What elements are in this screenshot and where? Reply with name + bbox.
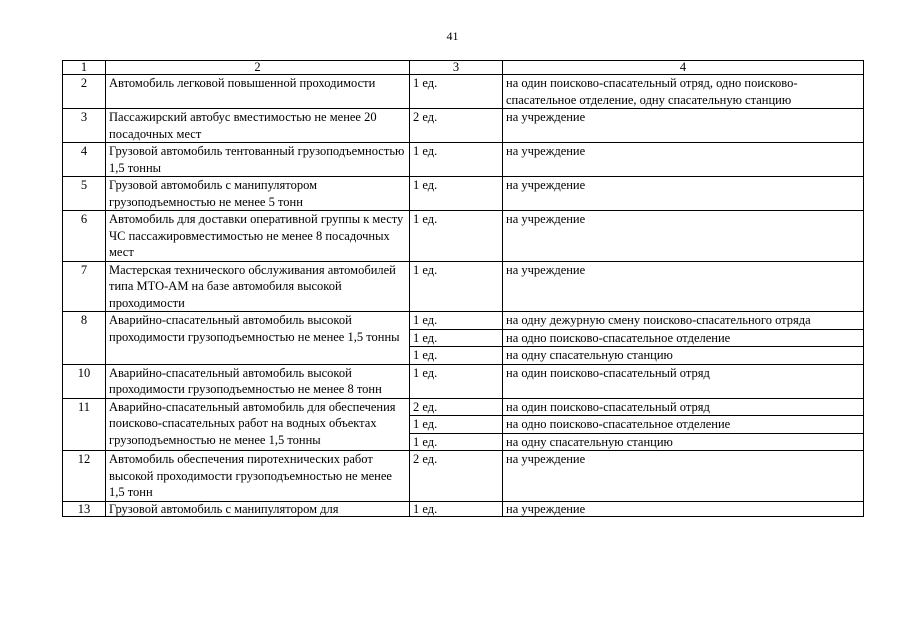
allocation-value: на учреждение: [506, 452, 586, 466]
quantity-cell: [410, 451, 503, 502]
row-number: 7: [63, 261, 106, 312]
equipment-name: Автомобиль обеспечения пиротехнических работ высокой проходимости грузоподъемностью не менее 1,5 тонн: [106, 451, 410, 502]
table-row: [63, 143, 864, 177]
allocation-cell: [503, 312, 864, 365]
table-row: [63, 312, 864, 365]
allocation-cell: [503, 177, 864, 211]
quantity-value: 1 ед.: [413, 348, 438, 362]
allocation-value: на одно поисково-спасательное отделение: [503, 330, 863, 348]
quantity-cell: [410, 398, 503, 451]
quantity-value: 2 ед.: [413, 110, 438, 124]
allocation-value: на одну дежурную смену поисково-спасательного отряда: [503, 312, 863, 330]
equipment-name: Аварийно-спасательный автомобиль высокой проходимости грузоподъемностью не менее 1,5 тонны: [106, 312, 410, 365]
equipment-table: [62, 60, 864, 517]
allocation-cell: [503, 398, 864, 451]
equipment-name: Грузовой автомобиль с манипулятором для: [106, 501, 410, 516]
allocation-cell: [503, 501, 864, 516]
row-number: 3: [63, 109, 106, 143]
quantity-value: 1 ед.: [413, 76, 438, 90]
quantity-cell: [410, 501, 503, 516]
row-number: 10: [63, 364, 106, 398]
quantity-value: 1 ед.: [413, 501, 438, 516]
row-number: 13: [63, 501, 106, 516]
table-row: [63, 261, 864, 312]
allocation-value: на одно поисково-спасательное отделение: [503, 416, 863, 434]
equipment-name: Пассажирский автобус вместимостью не менее 20 посадочных мест: [106, 109, 410, 143]
row-number: 12: [63, 451, 106, 502]
table-row: [63, 364, 864, 398]
allocation-cell: [503, 143, 864, 177]
table-row: [63, 451, 864, 502]
quantity-cell: [410, 143, 503, 177]
table-row: [63, 501, 864, 516]
table-row: [63, 109, 864, 143]
allocation-cell: [503, 211, 864, 262]
equipment-name: Автомобиль легковой повышенной проходимости: [106, 75, 410, 109]
column-header: 4: [503, 61, 864, 75]
allocation-value: на один поисково-спасательный отряд: [506, 365, 710, 380]
quantity-value: 1 ед.: [410, 312, 502, 330]
allocation-value: на учреждение: [506, 262, 586, 277]
allocation-value: на одну спасательную станцию: [506, 348, 673, 362]
row-number: 11: [63, 398, 106, 451]
quantity-cell: [410, 261, 503, 312]
quantity-value: 1 ед.: [413, 434, 438, 449]
row-number: 2: [63, 75, 106, 109]
allocation-value: на один поисково-спасательный отряд: [503, 399, 863, 417]
allocation-value: на учреждение: [506, 178, 586, 192]
row-number: 4: [63, 143, 106, 177]
equipment-name: Аварийно-спасательный автомобиль для обеспечения поисково-спасательных работ на водных объектах грузоподъемностью не менее 1,5 тонны: [106, 398, 410, 451]
allocation-value: на учреждение: [506, 501, 586, 516]
equipment-name: Грузовой автомобиль с манипулятором грузоподъемностью не менее 5 тонн: [106, 177, 410, 211]
column-header: 2: [106, 61, 410, 75]
allocation-value: на один поисково-спасательный отряд, одно поисково-спасательное отделение, одну спасательную станцию: [506, 76, 798, 107]
table-row: [63, 398, 864, 451]
quantity-cell: [410, 109, 503, 143]
equipment-name: Автомобиль для доставки оперативной группы к месту ЧС пассажировместимостью не менее 8 посадочных мест: [106, 211, 410, 262]
allocation-cell: [503, 75, 864, 109]
column-header: 1: [63, 61, 106, 75]
allocation-cell: [503, 451, 864, 502]
quantity-value: 2 ед.: [413, 452, 438, 466]
table-header-row: [63, 61, 864, 75]
quantity-value: 2 ед.: [410, 399, 502, 417]
allocation-cell: [503, 261, 864, 312]
table-row: [63, 211, 864, 262]
equipment-name: Мастерская технического обслуживания автомобилей типа МТО-АМ на базе автомобиля высокой проходимости: [106, 261, 410, 312]
quantity-cell: [410, 312, 503, 365]
table-row: [63, 75, 864, 109]
column-header: 3: [410, 61, 503, 75]
quantity-value: 1 ед.: [413, 178, 438, 192]
allocation-value: на учреждение: [506, 110, 586, 124]
allocation-value: на учреждение: [506, 144, 586, 158]
quantity-value: 1 ед.: [410, 330, 502, 348]
quantity-value: 1 ед.: [413, 365, 438, 380]
table-body: [63, 61, 864, 517]
page-number: 41: [446, 29, 459, 43]
row-number: 8: [63, 312, 106, 365]
quantity-cell: [410, 75, 503, 109]
quantity-value: 1 ед.: [413, 212, 438, 226]
table-row: [63, 177, 864, 211]
quantity-value: 1 ед.: [413, 144, 438, 158]
allocation-cell: [503, 364, 864, 398]
allocation-value: на учреждение: [506, 212, 586, 226]
row-number: 6: [63, 211, 106, 262]
quantity-cell: [410, 211, 503, 262]
allocation-value: на одну спасательную станцию: [506, 434, 673, 449]
equipment-name: Аварийно-спасательный автомобиль высокой проходимости грузоподъемностью не менее 8 тонн: [106, 364, 410, 398]
quantity-cell: [410, 364, 503, 398]
equipment-name: Грузовой автомобиль тентованный грузоподъемностью 1,5 тонны: [106, 143, 410, 177]
row-number: 5: [63, 177, 106, 211]
allocation-cell: [503, 109, 864, 143]
quantity-value: 1 ед.: [413, 262, 438, 277]
quantity-value: 1 ед.: [410, 416, 502, 434]
quantity-cell: [410, 177, 503, 211]
